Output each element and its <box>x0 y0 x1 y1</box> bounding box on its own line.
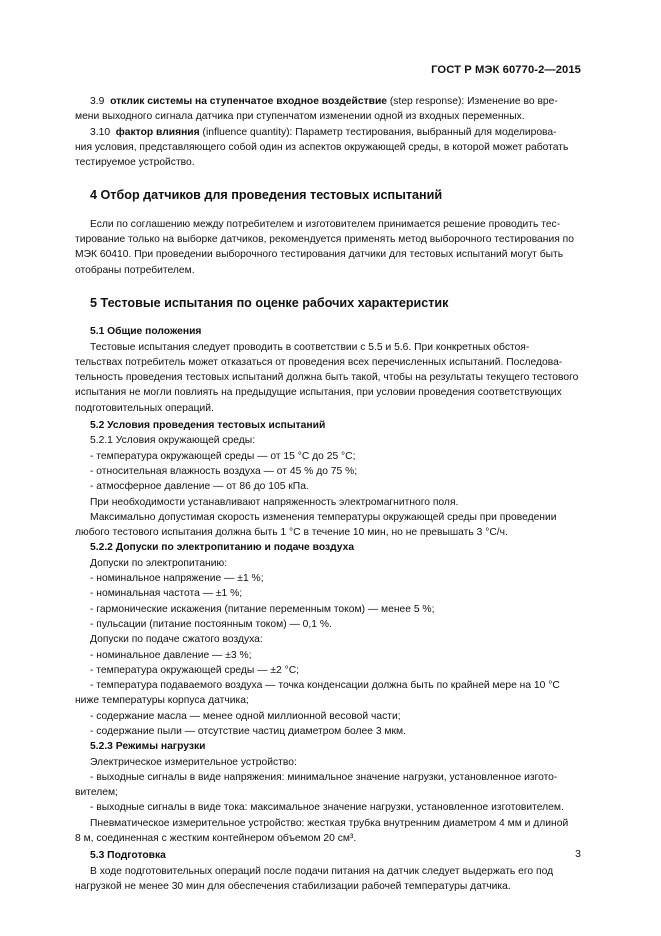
definition-text: ния условия, представляющего собой один из аспектов окружающей среды, в которой может работать <box>75 141 569 153</box>
subsection-5-1-heading: 5.1 Общие положения <box>90 326 202 338</box>
text-line: нагрузкой не менее 30 мин для обеспечения стабилизации рабочей температуры датчика. <box>75 880 511 892</box>
list-item: - температура окружающей среды — ±2 °С; <box>90 664 299 676</box>
subsection-5-2-heading: 5.2 Условия проведения тестовых испытаний <box>90 420 326 432</box>
text-line: Максимально допустимая скорость изменения температуры окружающей среды при проведении <box>90 511 557 523</box>
list-item: - пульсации (питание постоянным током) — 0,1 %. <box>90 618 332 630</box>
definition-text: (step response): Изменение во вре- <box>387 96 558 107</box>
subsection-5-1-paragraph <box>75 340 583 416</box>
list-item: - температура окружающей среды — от 15 °С до 25 °С; <box>90 450 356 462</box>
text-line: отобраны потребителем. <box>75 264 195 276</box>
definition-3-9 <box>75 94 583 125</box>
definition-3-10 <box>75 125 583 171</box>
definition-text: (influence quantity): Параметр тестирования, выбранный для моделирова- <box>199 126 557 138</box>
text-line: подготовительных операций. <box>75 402 214 414</box>
text-line: тельность проведения тестовых испытаний должна быть такой, чтобы на результаты текущего тестового <box>75 372 579 384</box>
subsection-5-2-1-heading: 5.2.1 Условия окружающей среды: <box>90 435 256 447</box>
subsection-5-2-2-heading: 5.2.2 Допуски по электропитанию и подаче воздуха <box>90 542 355 554</box>
list-item: - относительная влажность воздуха — от 45 % до 75 %; <box>90 465 358 477</box>
section-4-heading: 4 Отбор датчиков для проведения тестовых испытаний <box>90 188 443 203</box>
page-body <box>75 94 583 894</box>
text-line: Тестовые испытания следует проводить в соответствии с 5.5 и 5.6. При конкретных обстоя- <box>90 341 530 353</box>
text-line: Допуски по электропитанию: <box>90 557 228 569</box>
list-item: - температура подаваемого воздуха — точка конденсации должна быть по крайней мере на 10 °С <box>90 680 560 692</box>
list-item: - номинальное напряжение — ±1 %; <box>90 573 264 585</box>
list-item: - номинальное давление — ±3 %; <box>90 649 252 661</box>
section-5-heading: 5 Тестовые испытания по оценке рабочих характеристик <box>90 295 449 310</box>
document-id-header: ГОСТ Р МЭК 60770-2—2015 <box>431 64 581 76</box>
page-number: 3 <box>575 848 581 860</box>
text-line: Пневматическое измерительное устройство: жесткая трубка внутренним диаметром 4 мм и длиной <box>90 817 569 829</box>
list-item: - содержание пыли — отсутствие частиц диаметром более 3 мкм. <box>90 725 406 737</box>
list-item: - выходные сигналы в виде напряжения: минимальное значение нагрузки, установленное изгото- <box>90 771 558 783</box>
subsection-5-3-heading: 5.3 Подготовка <box>90 850 166 862</box>
definition-number: 3.10 <box>90 126 111 138</box>
list-item: - гармонические искажения (питание переменным током) — менее 5 %; <box>90 603 435 615</box>
text-line: Если по соглашению между потребителем и изготовителем принимается решение проводить тес- <box>90 218 561 230</box>
note-line: При необходимости устанавливают напряженность электромагнитного поля. <box>90 496 459 508</box>
text-line: Допуски по подаче сжатого воздуха: <box>90 634 263 646</box>
definition-term: отклик системы на ступенчатое входное воздействие <box>110 96 388 107</box>
list-item: - выходные сигналы в виде тока: максимальное значение нагрузки, установленное изготовителем. <box>90 802 564 814</box>
definition-text: тестируемое устройство. <box>75 157 195 169</box>
text-line: Электрическое измерительное устройство: <box>90 756 297 768</box>
definition-term: фактор влияния <box>115 126 200 138</box>
definition-number: 3.9 <box>90 96 105 107</box>
text-line: МЭК 60410. При проведении выборочного тестирования датчики для тестовых испытаний могут быть <box>75 249 564 261</box>
list-item: - атмосферное давление — от 86 до 105 кПа. <box>90 481 309 493</box>
definition-text: мени выходного сигнала датчика при ступенчатом изменении одной из входных переменных. <box>75 111 525 123</box>
text-line: В ходе подготовительных операций после подачи питания на датчик следует выдержать его под <box>90 865 554 877</box>
text-line: испытания не могли повлиять на предыдущие испытания, при условии проведения соответствующих <box>75 387 562 399</box>
list-item-continuation: вителем; <box>75 787 118 799</box>
text-line: 8 м, соединенная с жестким контейнером объемом 20 см³. <box>75 833 357 845</box>
text-line: любого тестового испытания должна быть 1 °С в течение 10 мин, но не превышать 3 °С/ч. <box>75 527 508 539</box>
list-item: - номинальная частота — ±1 %; <box>90 588 243 600</box>
list-item-continuation: ниже температуры корпуса датчика; <box>75 695 249 707</box>
list-item: - содержание масла — менее одной миллионной весовой части; <box>90 710 401 722</box>
text-line: тельствах потребитель может отказаться от проведения всех перечисленных испытаний. Последова- <box>75 356 563 368</box>
section-4-paragraph <box>75 217 583 278</box>
text-line: тирование только на выборке датчиков, рекомендуется применять метод выборочного тестирования по <box>75 234 574 246</box>
subsection-5-2-3-heading: 5.2.3 Режимы нагрузки <box>90 741 206 753</box>
